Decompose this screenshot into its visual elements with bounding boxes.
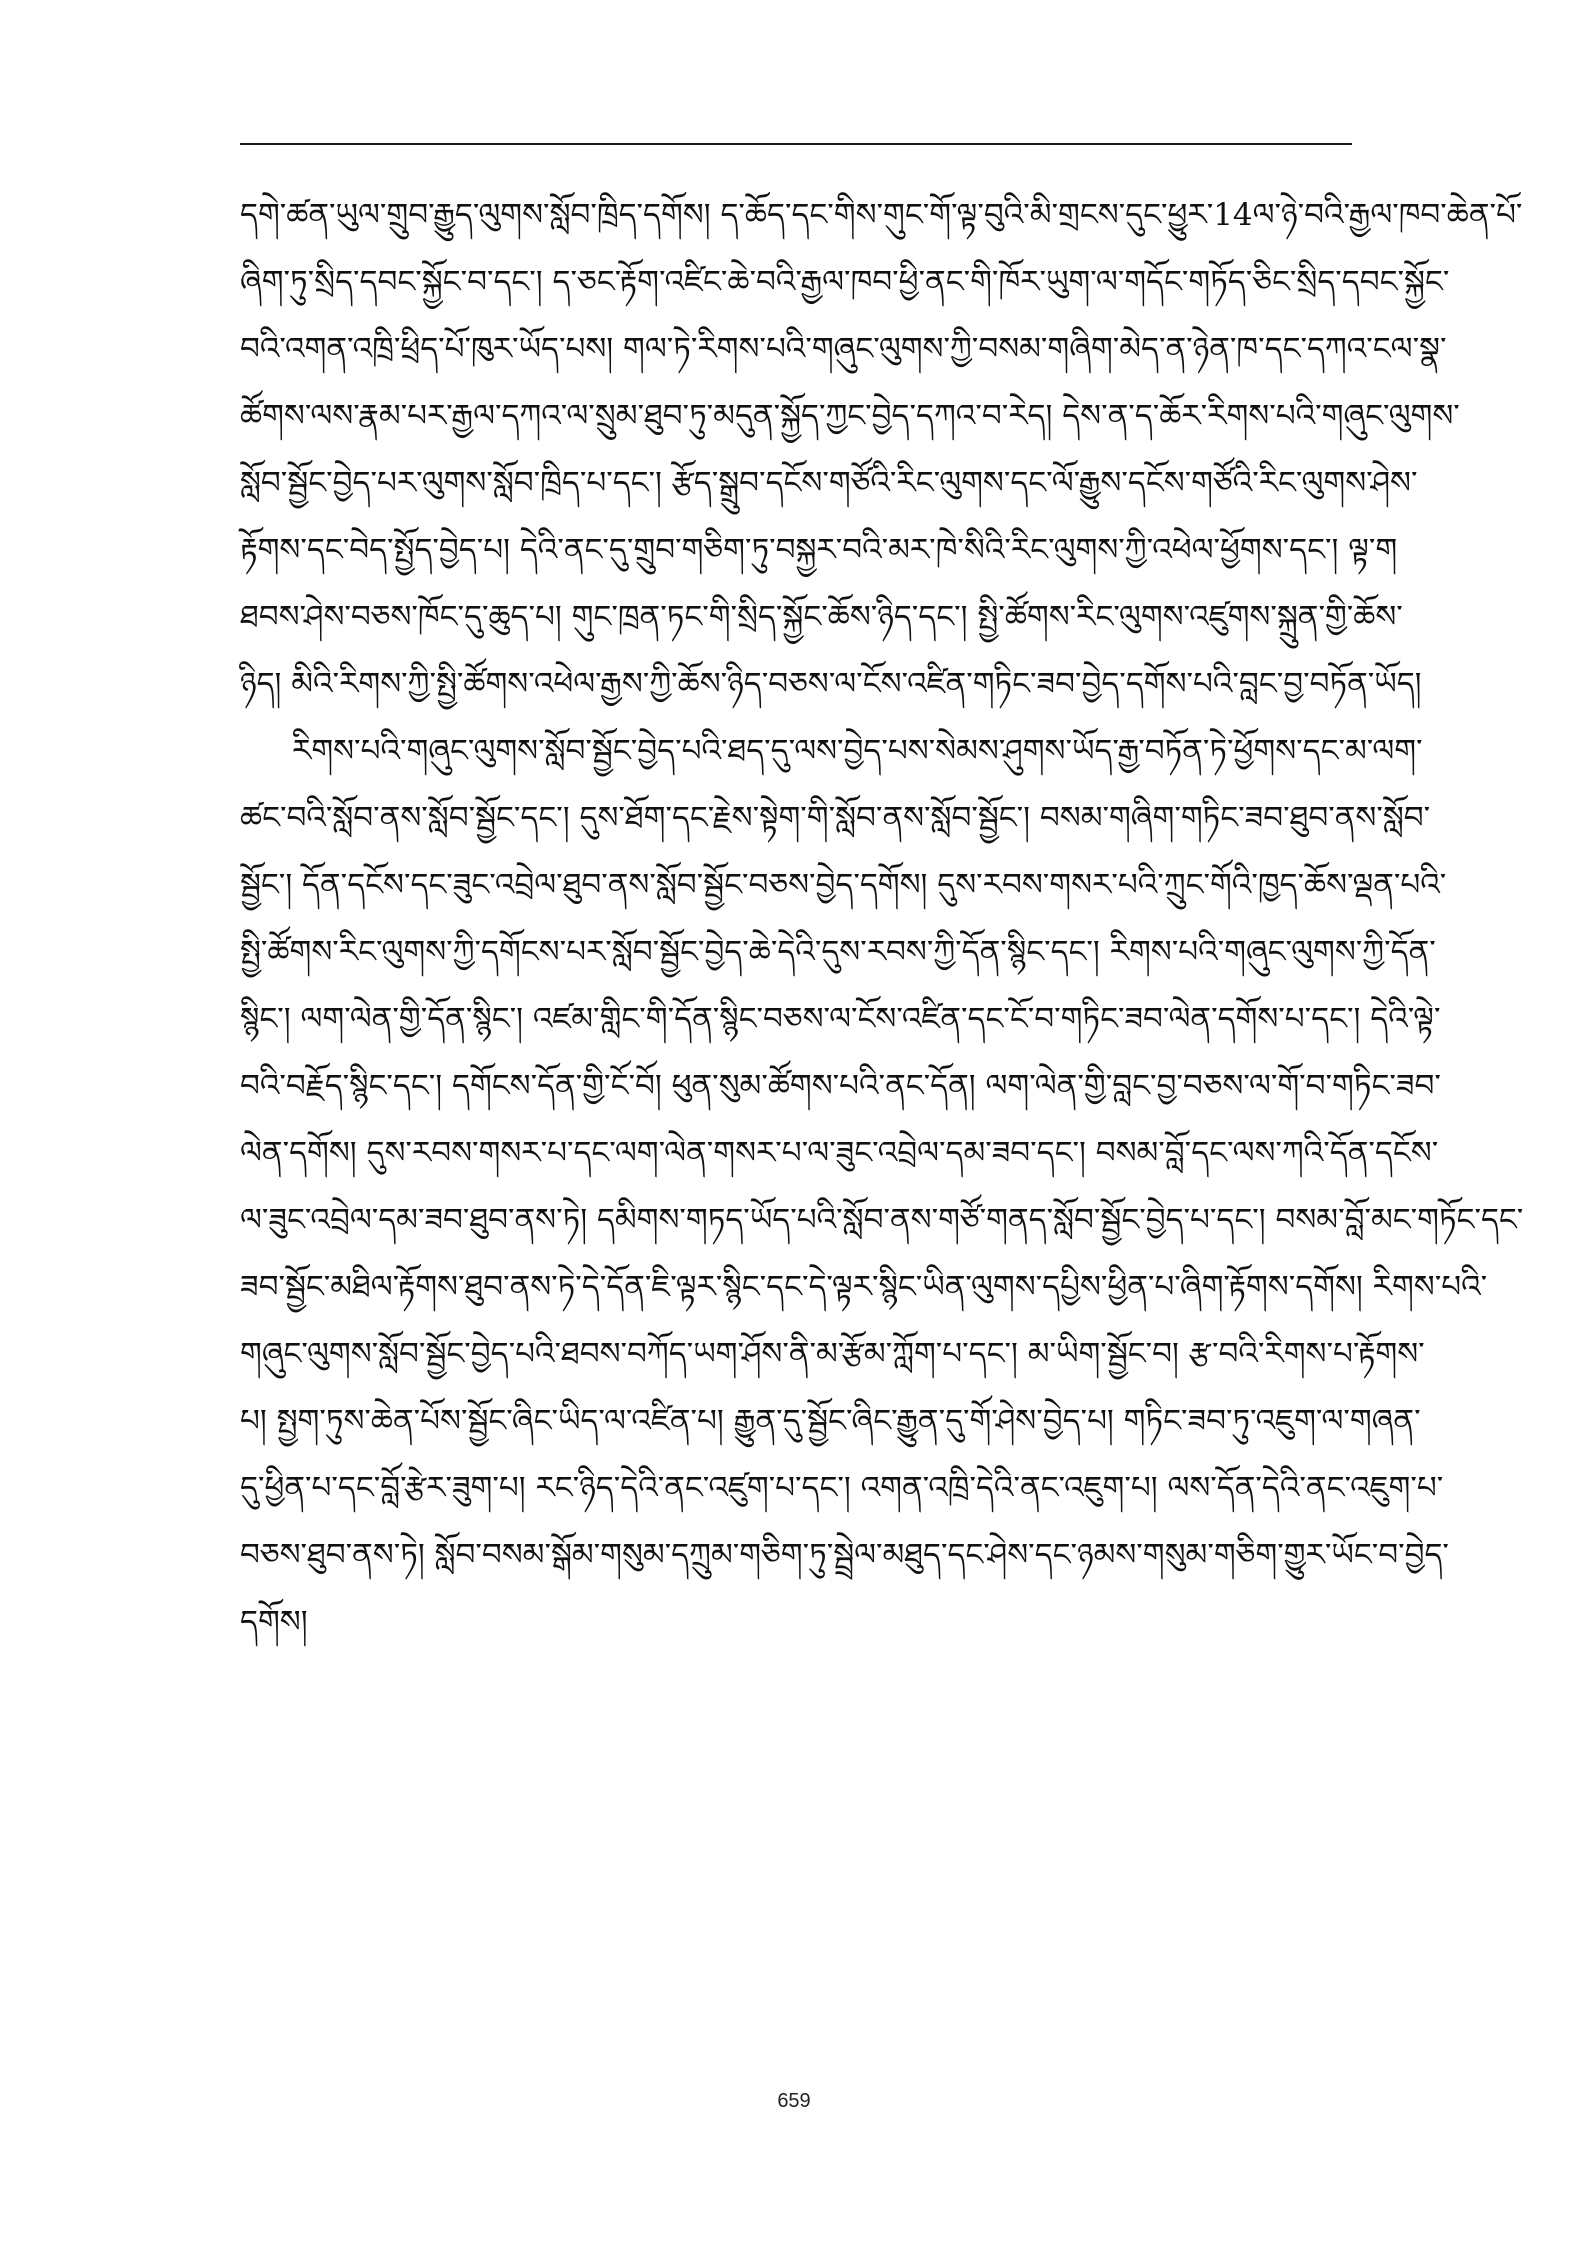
text-line: དགོས། [240,1604,308,1640]
text-line: ལ་ཟུང་འབྲེལ་དམ་ཟབ་ཐུབ་ནས་ཏེ། དམིགས་གཏད་ཡོད་པའི་སློབ་ནས་གཙོ་གནད་སློབ་སྦྱོང་བྱེད་པ་དང་། བསམ་བློ་མང་གཏོང་དང་ [240,1202,1524,1238]
text-line: བཅས་ཐུབ་ནས་ཏེ། སློབ་བསམ་སྒོམ་གསུམ་དཀྲུམ་གཅིག་ཏུ་སྦྲེལ་མཐུད་དང་ཤེས་དང་ཉམས་གསུམ་གཅིག་གྱུར་ཡོང་བ་བྱེད་ [240,1537,1449,1573]
paragraph-2 [240,718,1524,1656]
text-line: ཐབས་ཤེས་བཅས་ཁོང་དུ་ཆུད་པ། གུང་ཁྲན་ཏང་གི་སྲིད་སྐྱོང་ཆོས་ཉིད་དང་། སྤྱི་ཚོགས་རིང་ལུགས་འཛུགས་སྐྲུན་གྱི་ཆོས་ [240,599,1403,635]
text-line: བའི་འགན་འཁྲི་ཕྲིད་པོ་ཁུར་ཡོད་པས། གལ་ཏེ་རིགས་པའི་གཞུང་ལུགས་ཀྱི་བསམ་གཞིག་མེད་ན་ཉེན་ཁ་དང་དཀའ་ངལ་སྣ་ [240,331,1447,367]
text-line: ཟབ་སྦྱོང་མཐིལ་རྟོགས་ཐུབ་ནས་ཏེ་དེ་དོན་ཇི་ལྟར་སྙིང་དང་དེ་ལྟར་སྙིང་ཡིན་ལུགས་དཔྱིས་ཕྱིན་པ་ཞིག་རྟོགས་དགོས། རིགས་པའི་ [240,1269,1488,1305]
text-line: སྦྱོང་། དོན་དངོས་དང་ཟུང་འབྲེལ་ཐུབ་ནས་སློབ་སྦྱོང་བཅས་བྱེད་དགོས། དུས་རབས་གསར་པའི་ཀྲུང་གོའི་ཁྱད་ཆོས་ལྡན་པའི་ [240,867,1447,903]
text-line: སྤྱི་ཚོགས་རིང་ལུགས་ཀྱི་དགོངས་པར་སློབ་སྦྱོང་བྱེད་ཆེ་དེའི་དུས་རབས་ཀྱི་དོན་སྙིང་དང་། རིགས་པའི་གཞུང་ལུགས་ཀྱི་དོན་ [240,934,1436,970]
text-line: པ། སྤྱག་ཏུས་ཆེན་པོས་སྦྱོང་ཞིང་ཡིད་ལ་འཛིན་པ། རྒྱུན་དུ་སྦྱོང་ཞིང་རྒྱུན་དུ་གོ་ཤེས་བྱེད་པ། གཏིང་ཟབ་ཏུ་འཇུག་ལ་གཞན་ [240,1403,1421,1439]
text-line: སྙིང་། ལག་ལེན་གྱི་དོན་སྙིང་། འཛམ་གླིང་གི་དོན་སྙིང་བཅས་ལ་ངོས་འཛིན་དང་ངོ་བ་གཏིང་ཟབ་ལེན་དགོས་པ་དང་། དེའི་ལྟེ་ [240,1001,1441,1037]
text-line: ཞིག་ཏུ་སྲིད་དབང་སྐྱོང་བ་དང་། ད་ཅང་རྟོག་འཛིང་ཆེ་བའི་རྒྱལ་ཁབ་ཕྱི་ནང་གི་ཁོར་ཡུག་ལ་གདོང་གཏོད་ཅིང་སྲིད་དབང་སྐྱོང་ [240,264,1450,300]
body-text [240,182,1524,1656]
text-line: གཞུང་ལུགས་སློབ་སྦྱོང་བྱེད་པའི་ཐབས་བཀོད་ཡག་ཤོས་ནི་མ་རྩོམ་ཀློག་པ་དང་། མ་ཡིག་སྦྱོང་བ། རྩ་བའི་རིགས་པ་རྟོགས་ [240,1336,1425,1372]
text-line: བའི་བརྗོད་སྙིང་དང་། དགོངས་དོན་གྱི་ངོ་བོ། ཕུན་སུམ་ཚོགས་པའི་ནང་དོན། ལག་ལེན་གྱི་བླང་བྱ་བཅས་ལ་གོ་བ་གཏིང་ཟབ་ [240,1068,1441,1104]
text-line: ཚོགས་ལས་རྣམ་པར་རྒྱལ་དཀའ་ལ་སྲུམ་ཐུབ་ཏུ་མདུན་སྐྱོད་ཀྱང་བྱེད་དཀའ་བ་རེད། དེས་ན་ད་ཆོར་རིགས་པའི་གཞུང་ལུགས་ [240,398,1460,434]
page-number: 659 [777,2090,811,2112]
text-line: སློབ་སྦྱོང་བྱེད་པར་ལུགས་སློབ་ཁྲིད་པ་དང་། རྩོད་སྒྲུབ་དངོས་གཙོའི་རིང་ལུགས་དང་ལོ་རྒྱུས་དངོས་གཙོའི་རིང་ལུགས་ཤེས་ [240,465,1418,501]
text-line: དུ་ཕྱིན་པ་དང་བློ་རྩེར་ཟུག་པ། རང་ཉིད་དེའི་ནང་འཛུག་པ་དང་། འགན་འཁྲི་དེའི་ནང་འཇུག་པ། ལས་དོན་དེའི་ནང་འཇུག་པ་ [240,1470,1444,1506]
paragraph-1 [240,182,1523,718]
text-line: རིགས་པའི་གཞུང་ལུགས་སློབ་སྦྱོང་བྱེད་པའི་ཐད་དུ་ལས་བྱེད་པས་སེམས་ཤུགས་ཡོད་རྒྱ་བཏོན་ཏེ་ཕྱོགས་དང་མ་ལག་ [292,733,1423,769]
text-line: ཉིད། མིའི་རིགས་ཀྱི་སྤྱི་ཚོགས་འཕེལ་རྒྱས་ཀྱི་ཆོས་ཉིད་བཅས་ལ་ངོས་འཛིན་གཏིང་ཟབ་བྱེད་དགོས་པའི་བླང་བྱ་བཏོན་ཡོད། [240,666,1422,702]
text-line: དགེ་ཚན་ཡུལ་གྲུབ་རྒྱུད་ལུགས་སློབ་ཁྲིད་དགོས། ད་ཆོད་དང་གིས་གུང་གོ་ལྟ་བུའི་མི་གྲངས་དུང་ཕྱུར་14ལ་ཉེ་བའི་རྒྱལ་ཁབ་ཆེན་པོ་ [240,197,1523,233]
text-line: ལེན་དགོས། དུས་རབས་གསར་པ་དང་ལག་ལེན་གསར་པ་ལ་ཟུང་འབྲེལ་དམ་ཟབ་དང་། བསམ་བློ་དང་ལས་ཀའི་དོན་དངོས་ [240,1135,1439,1171]
text-line: རྟོགས་དང་བེད་སྤྱོད་བྱེད་པ། དེའི་ནང་དུ་གྲུབ་གཅིག་ཏུ་བསྐྱར་བའི་མར་ཁེ་སིའི་རིང་ལུགས་ཀྱི་འཕེལ་ཕྱོགས་དང་། ལྟ་ག [240,532,1398,568]
header-rule [240,143,1352,145]
text-line: ཚང་བའི་སློབ་ནས་སློབ་སྦྱོང་དང་། དུས་ཐོག་དང་རྗེས་སྟེག་གི་སློབ་ནས་སློབ་སྦྱོང་། བསམ་གཞིག་གཏིང་ཟབ་ཐུབ་ནས་སློབ་ [240,800,1431,836]
